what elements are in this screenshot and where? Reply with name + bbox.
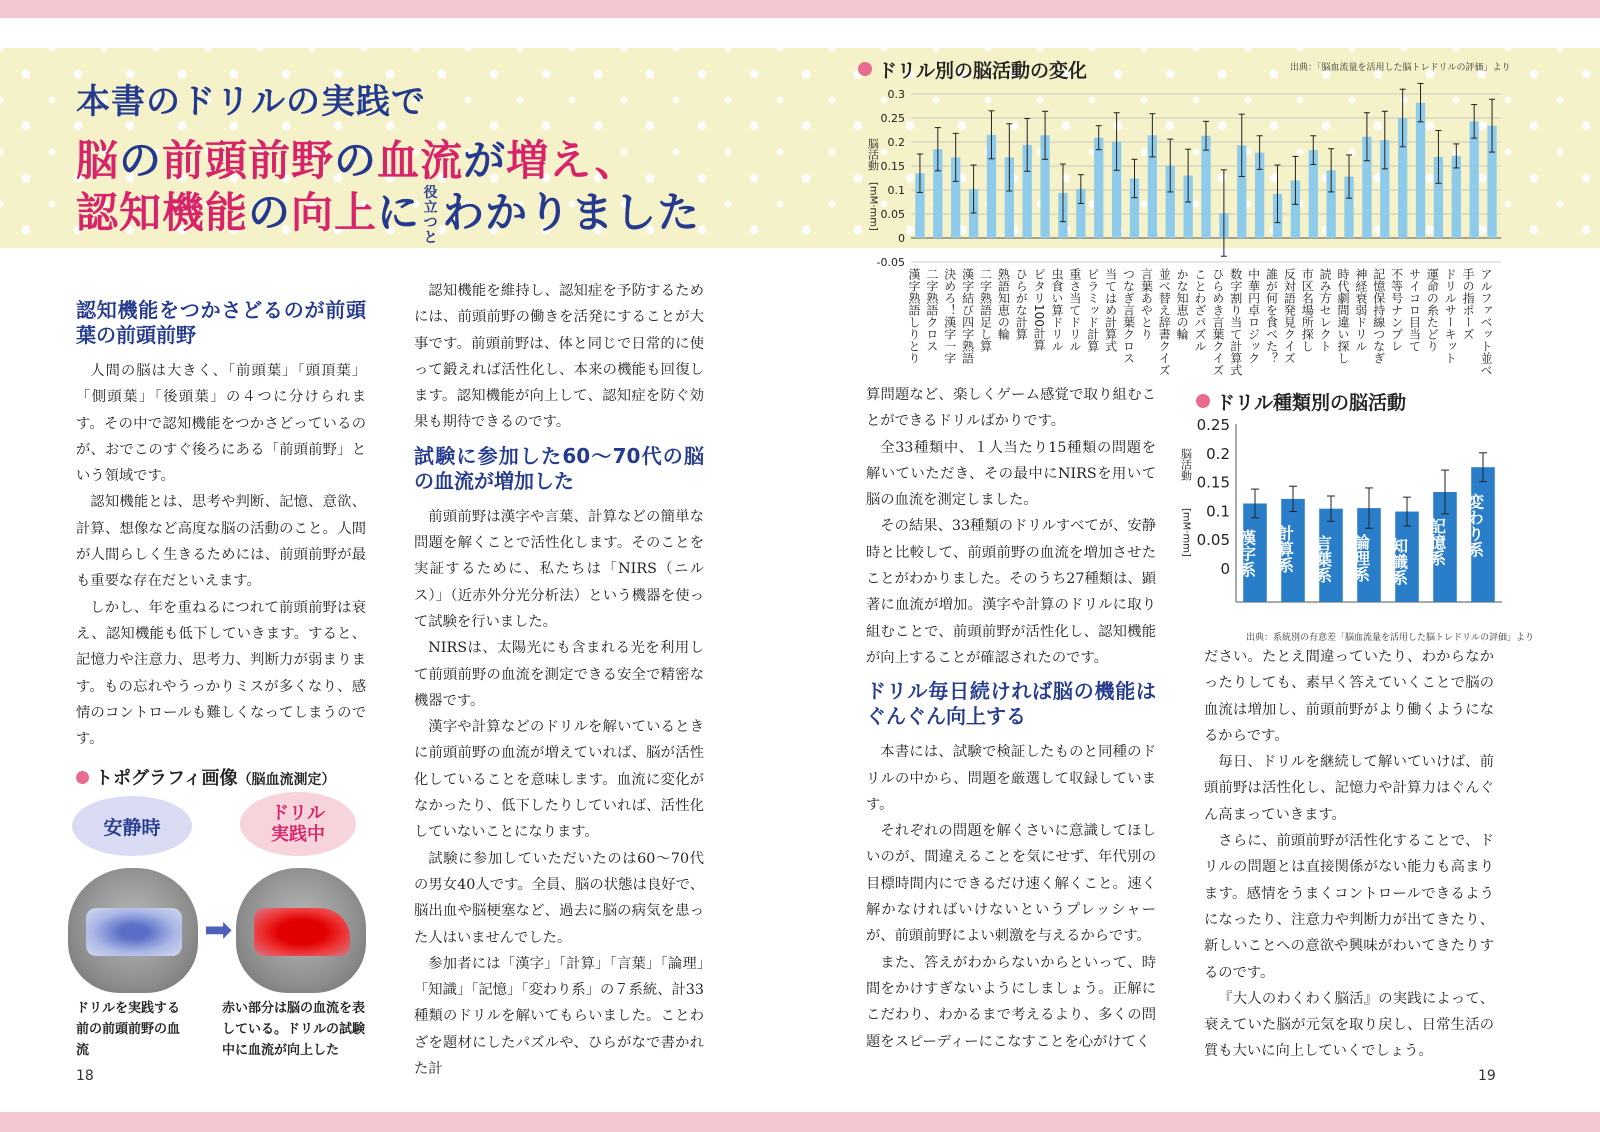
bullet-dot-icon bbox=[76, 771, 89, 784]
x-tick-label: 二字熟語足し算 bbox=[978, 268, 993, 352]
x-tick-label: 並べ替え辞書クイズ bbox=[1157, 268, 1172, 376]
paragraph: それぞれの問題を解くさいに意識してほしいのが、間違えることを気にせず、年代別の目標時間内にできるだけ速く解くこと。速く解かなければいけないというプレッシャーが、前頭前野によい刺激を与えるからです。 bbox=[866, 823, 1156, 945]
y-tick-label: 0.3 bbox=[887, 88, 905, 101]
x-tick-label: 神経衰弱ドリル bbox=[1353, 268, 1368, 352]
x-tick-label: 市区名場所探し bbox=[1300, 268, 1315, 352]
bar-category-label: 論理系 bbox=[1351, 534, 1371, 583]
page-number-right: 19 bbox=[1478, 1068, 1496, 1084]
x-tick-label: 記憶保持線つなぎ bbox=[1371, 268, 1386, 364]
y-tick-label: 0 bbox=[898, 232, 905, 245]
section-heading: ドリル毎日続ければ脳の機能はぐんぐん向上する bbox=[866, 679, 1156, 729]
bullet-dot-icon bbox=[858, 62, 872, 76]
x-tick-label: 反対語発見クイズ bbox=[1282, 268, 1297, 364]
x-tick-label: ことわざパズル bbox=[1193, 268, 1207, 352]
y-tick-label: 0.05 bbox=[880, 208, 905, 221]
page-number-left: 18 bbox=[76, 1068, 94, 1084]
x-tick-label: 当てはめ計算式 bbox=[1103, 268, 1118, 352]
y-tick-label: 0.15 bbox=[1196, 473, 1230, 492]
bullet-dot-icon bbox=[1196, 394, 1210, 408]
drill-activity-chart bbox=[855, 82, 1515, 382]
y-tick-label: 0.2 bbox=[1206, 444, 1230, 463]
caption-drill: 赤い部分は脳の血流を表している。ドリルの試験中に血流が向上した bbox=[222, 1001, 366, 1058]
headline-inline-note: 役立 つと bbox=[423, 184, 439, 246]
y-tick-label: -0.05 bbox=[876, 256, 905, 269]
y-tick-label: 0.25 bbox=[880, 112, 905, 125]
x-tick-label: 虫食い算ドリル bbox=[1049, 268, 1064, 352]
top-band bbox=[0, 0, 1600, 18]
x-tick-label: 重さ当てドリル bbox=[1067, 268, 1082, 352]
chart-bar bbox=[1470, 121, 1479, 238]
x-tick-label: ひらめき言葉クイズ bbox=[1210, 268, 1225, 376]
bar-category-label: 変わり系 bbox=[1465, 493, 1485, 558]
x-tick-label: 言葉あやとり bbox=[1139, 268, 1154, 340]
paragraph: 『大人のわくわく脳活』の実践によって、衰えていた脳が元気を取り戻し、日常生活の質も大いに向上していくでしょう。 bbox=[1204, 990, 1494, 1060]
x-tick-label: 誰が何を食べた？ bbox=[1264, 268, 1279, 364]
headline-line-2: 脳の前頭前野の血流が増え、 bbox=[76, 136, 638, 185]
paragraph: さらに、前頭前野が活性化することで、ドリルの問題とは直接関係がない能力も高まります。感情をうまくコントロールできるようになったり、注意力や判断力が出てきたり、新しいことへの意欲や興味がわいてきたりするのです。 bbox=[1204, 833, 1494, 981]
x-tick-label: 漢字結び四字熟語 bbox=[960, 268, 975, 364]
x-tick-label: ピタリ100計算 bbox=[1032, 268, 1047, 351]
type-activity-chart bbox=[1180, 414, 1510, 614]
paragraph: 参加者には「漢字」「計算」「言葉」「論理」「知識」「記憶」「変わり系」の７系統、計33種類のドリルを解いてもらいました。ことわざを題材にしたパズルや、ひらがなで書かれた計 bbox=[414, 955, 704, 1078]
x-tick-label: 中華円卓ロジック bbox=[1246, 268, 1261, 364]
y-axis-unit: [mM·mm] bbox=[867, 182, 879, 231]
chart-bar bbox=[1094, 138, 1103, 238]
x-tick-label: 運命の糸たどり bbox=[1425, 268, 1440, 352]
x-tick-label: 読み方セレクト bbox=[1318, 268, 1333, 352]
brain-drill-image bbox=[236, 868, 366, 993]
paragraph: 毎日、ドリルを継続して解いていけば、前頭前野は活性化し、記憶力や計算力はぐんぐん高まっていきます。 bbox=[1204, 754, 1494, 823]
right-column-2 bbox=[1204, 644, 1494, 1065]
topography-title: トポグラフィ画像（脳血流測定） bbox=[76, 764, 336, 790]
chart-bar bbox=[1416, 103, 1425, 238]
drill-active-label: ドリル 実践中 bbox=[240, 792, 356, 856]
bottom-band bbox=[0, 1112, 1600, 1132]
x-tick-label: 時代劇間違い探し bbox=[1336, 268, 1351, 364]
x-tick-label: 数字割り当て計算式 bbox=[1228, 268, 1243, 376]
x-tick-label: つなぎ言葉クロス bbox=[1121, 268, 1136, 364]
x-tick-label: ドリルサーキット bbox=[1443, 268, 1458, 364]
paragraph: 試験に参加していただいたのは60～70代の男女40人です。全員、脳の状態は良好で、脳出血や脳梗塞など、過去に脳の病気を患った人はいませんでした。 bbox=[414, 850, 704, 946]
drill-chart-title: ドリル別の脳活動の変化 bbox=[858, 56, 1087, 83]
x-tick-label: ピラミッド計算 bbox=[1085, 268, 1100, 352]
left-column-2 bbox=[414, 278, 704, 1082]
section-heading: 試験に参加した60～70代の脳の血流が増加した bbox=[414, 443, 704, 493]
paragraph: 全33種類中、１人当たり15種類の問題を解いていただき、その最中にNIRSを用いて脳の血流を測定しました。 bbox=[866, 439, 1156, 509]
paragraph: 認知機能とは、思考や判断、記憶、意欲、計算、想像など高度な脳の活動のこと。人間が人間らしく生きるためには、前頭前野が最も重要な存在だといえます。 bbox=[76, 494, 366, 590]
drill-chart-source: 出典：「脳血流量を活用した脳トレドリルの評価」より bbox=[1290, 63, 1511, 73]
x-tick-label: 不等号ナンプレ bbox=[1389, 268, 1404, 352]
headline-line-3: 認知機能の向上に 役立 つとわかりました bbox=[76, 184, 701, 246]
x-tick-label: 手の指ポーズ bbox=[1461, 268, 1476, 340]
x-tick-label: サイコロ目当て bbox=[1407, 268, 1422, 352]
bar-category-label: 知識系 bbox=[1389, 537, 1409, 586]
paragraph: その結果、33種類のドリルすべてが、安静時と比較して、前頭前野の血流を増加させたことがわかりました。そのうち27種類は、顕著に血流が増加。漢字や計算のドリルに取り組むことで、前頭前野が活性化し、認知機能が向上することが確認されたのです。 bbox=[866, 518, 1156, 666]
y-tick-label: 0.1 bbox=[1206, 502, 1230, 521]
y-tick-label: 0.2 bbox=[887, 136, 905, 149]
y-tick-label: 0.15 bbox=[880, 160, 905, 173]
caption-rest: ドリルを実践する前の前頭前野の血流 bbox=[76, 1001, 181, 1058]
x-tick-label: 決めろ！漢字一字 bbox=[942, 268, 957, 364]
brain-rest-image bbox=[68, 868, 198, 993]
y-tick-label: 0 bbox=[1220, 560, 1230, 578]
bar-category-label: 計算系 bbox=[1275, 524, 1295, 573]
x-tick-label: かな知恵の輪 bbox=[1175, 268, 1190, 340]
x-tick-label: 熟語知恵の輪 bbox=[996, 268, 1011, 340]
paragraph: 算問題など、楽しくゲーム感覚で取り組むことができるドリルばかりです。 bbox=[866, 387, 1156, 430]
y-tick-label: 0.1 bbox=[887, 184, 905, 197]
right-column-1 bbox=[866, 382, 1156, 1055]
x-tick-label: 漢字熟語しりとり bbox=[906, 268, 921, 364]
paragraph: 前頭前野は漢字や言葉、計算などの簡単な問題を解くことで活性化します。そのことを実証するために、私たちは「NIRS（ニルス）」（近赤外分光分析法）という機器を使って試験を行いました。 bbox=[414, 508, 704, 630]
paragraph: また、答えがわからないからといって、時間をかけすぎないようにしましょう。正解にこだわり、わかるまで考えるより、多くの問題をスピーディーにこなすことを心がけてく bbox=[866, 954, 1156, 1050]
paragraph: NIRSは、太陽光にも含まれる光を利用して前頭前野の血流を測定できる安全で精密な機器です。 bbox=[414, 640, 704, 709]
paragraph: 人間の脳は大きく、「前頭葉」「頭頂葉」「側頭葉」「後頭葉」の４つに分けられます。その中で認知機能をつかさどっているのが、おでこのすぐ後ろにある「前頭前野」という領域です。 bbox=[76, 363, 366, 485]
chart-bar bbox=[1201, 136, 1210, 238]
rest-label: 安静時 bbox=[72, 796, 192, 856]
y-axis-label: 脳活動 bbox=[1180, 448, 1193, 481]
x-tick-label: ひらがな計算 bbox=[1014, 268, 1029, 340]
paragraph: ださい。たとえ間違っていたり、わからなかったりしても、素早く答えていくことで脳の血流は増加し、前頭前野がより働くようになるからです。 bbox=[1204, 649, 1494, 744]
x-tick-label: 二字熟語クロス bbox=[924, 268, 939, 352]
y-axis-label: 脳活動 bbox=[866, 138, 880, 171]
paragraph: しかし、年を重ねるにつれて前頭前野は衰え、認知機能も低下していきます。すると、記憶力や注意力、思考力、判断力が弱まります。もの忘れやうっかりミスが多くなり、感情のコントロールも難しくなってしまうのです。 bbox=[76, 599, 366, 748]
headline-line-1: 本書のドリルの実践で bbox=[76, 82, 426, 122]
x-tick-label: アルファベット並べ bbox=[1479, 268, 1494, 376]
type-chart-title: ドリル種類別の脳活動 bbox=[1196, 388, 1406, 415]
section-heading: 認知機能をつかさどるのが前頭葉の前頭前野 bbox=[76, 298, 366, 347]
paragraph: 認知機能を維持し、認知症を予防するためには、前頭前野の働きを活発にすることが大事です。前頭前野は、体と同じで日常的に使って鍛えれば活性化し、本来の機能も回復します。認知機能が向上して、認知症を防ぐ効果も期待できるのです。 bbox=[414, 283, 704, 431]
y-axis-unit: [mM·mm] bbox=[1180, 508, 1192, 557]
paragraph: 本書には、試験で検証したものと同種のドリルの中から、問題を厳選して収録しています。 bbox=[866, 744, 1156, 813]
type-chart-source: 出典：系統別の有意差「脳血流量を活用した脳トレドリルの評価」より bbox=[1246, 633, 1535, 643]
bar-category-label: 漢字系 bbox=[1237, 529, 1257, 578]
y-tick-label: 0.25 bbox=[1196, 416, 1230, 434]
arrow-right-icon: ➡ bbox=[204, 910, 233, 950]
left-column-1 bbox=[76, 290, 366, 752]
bar-category-label: 記憶系 bbox=[1427, 517, 1447, 566]
paragraph: 漢字や計算などのドリルを解いているときに前頭前野の血流が増えていれば、脳が活性化していることを意味します。血流に変化がなかったり、低下したりしていれば、活性化していないことになります。 bbox=[414, 719, 704, 841]
bar-category-label: 言葉系 bbox=[1313, 534, 1333, 583]
y-tick-label: 0.05 bbox=[1196, 531, 1230, 550]
